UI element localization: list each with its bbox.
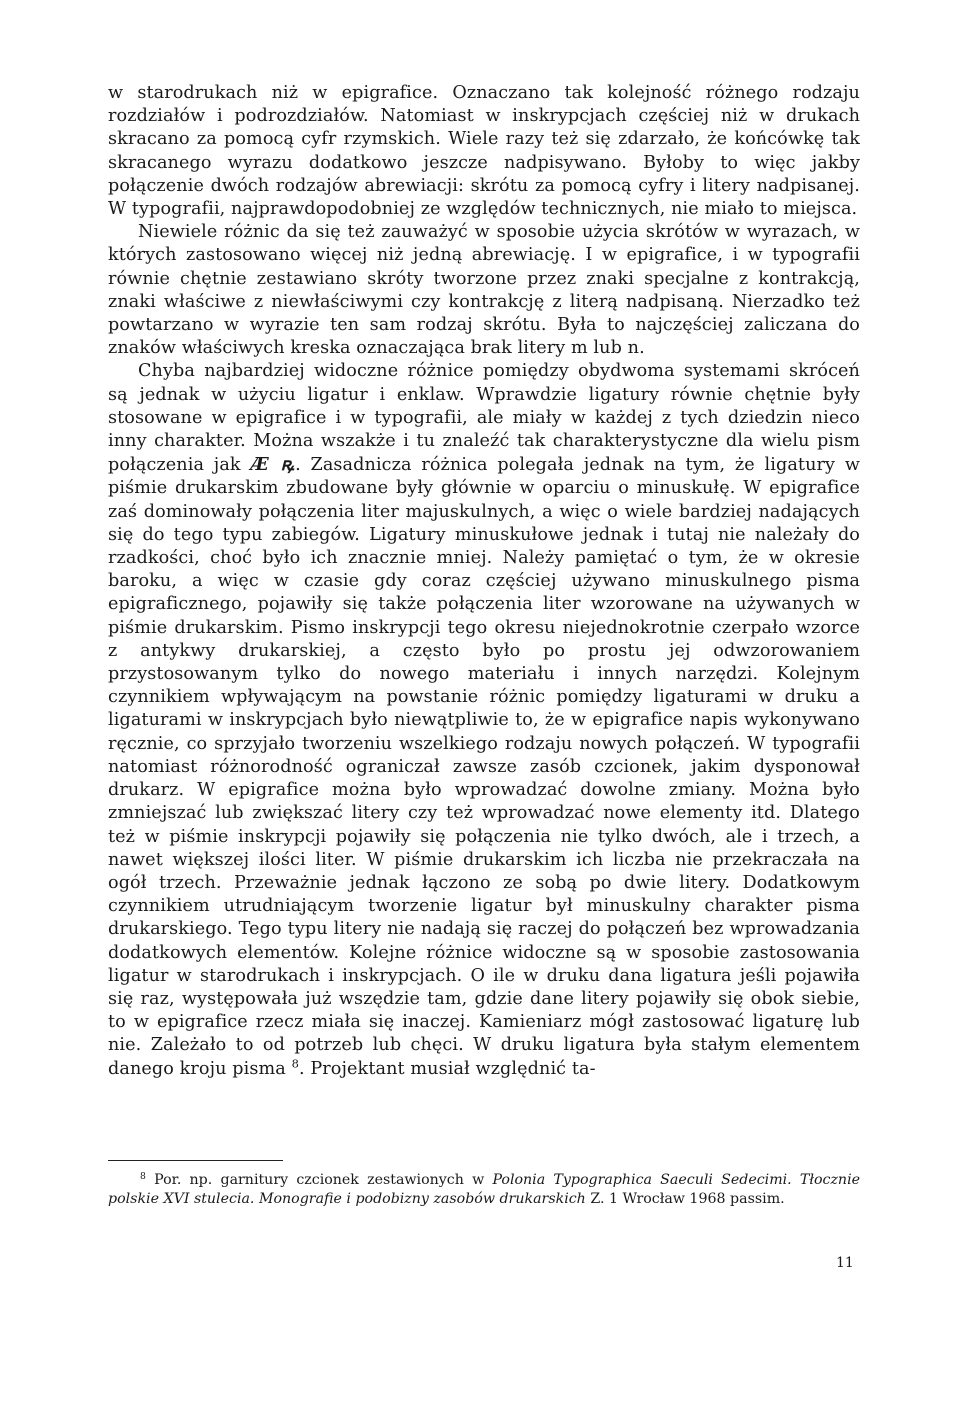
paragraph-3-text-b: . Zasadnicza różnica polegała jednak na tym, że ligatury w piśmie drukarskim zbudowane były głównie w oparciu o minuskułę. W epigrafice zaś dominowały połączenia liter majuskulnych, a więc o wiele bardziej nadających się do tego typu zabiegów. Ligatury minuskułowe jednak i tutaj nie należały do rzadkości, choć było ich znacznie mniej. Należy pamiętać o tym, że w okresie baroku, a więc w czasie gdy coraz częściej używano minuskulnego pisma epigraficznego, pojawiły się także połączenia liter wzorowane na używanych w piśmie drukarskim. Pismo inskrypcji tego okresu niejednokrotnie czerpało wzorce z antykwy drukarskiej, a często było po prostu jej odwzorowaniem przystosowanym tylko do nowego materiału i innych narzędzi. Kolejnym czynnikiem wpływającym na powstanie różnic pomiędzy ligaturami w druku a ligaturami w inskrypcjach było niewątpliwie to, że w epigrafice napis wykonywano ręcznie, co sprzyjało tworzeniu wszelkiego rodzaju nowych połączeń. W typografii natomiast różnorodność ograniczał zawsze zasób czcionek, jakim dysponował drukarz. W epigrafice można było wprowadzać dowolne zmiany. Można było zmniejszać lub zwiększać litery czy też wprowadzać nowe elementy itd. Dlatego też w piśmie inskrypcji pojawiły się połączenia nie tylko dwóch, ale i trzech, a nawet większej ilości liter. W piśmie drukarskim ich liczba nie przekraczała na ogół trzech. Przeważnie jednak łączono ze sobą po dwie litery. Dodatkowym czynnikiem utrudniającym tworzenie ligatur był minuskulny charakter pisma drukarskiego. Tego typu litery nie nadają się raczej do połączeń bez wprowadzania dodatkowych elementów. Kolejne różnice widoczne są w sposobie zastosowania ligatur w starodrukach i inskrypcjach. O ile w druku dana ligatura jeśli pojawiła się raz, występowała już wszędzie tam, gdzie dane litery pojawiły się obok siebie, to w epigrafice rzecz miała się inaczej. Kamieniarz mógł zastosować ligaturę lub nie. Zależało to od potrzeb lub chęci. W druku ligatura była stałym elementem danego kroju pisma [108,455,860,1079]
footnote-text-a: Por. np. garnitury czcionek zestawionych w [154,1172,485,1188]
paragraph-3 [108,360,860,1080]
footnote-text-b: Z. 1 Wrocław 1968 passim. [590,1190,785,1207]
page-number: 11 [836,1255,854,1271]
paragraph-1: w starodrukach niż w epigrafice. Oznaczano tak kolejność różnego rodzaju rozdziałów i podrozdziałów. Natomiast w inskrypcjach częściej niż w drukach skracano za pomocą cyfr rzymskich. Wiele razy też się zdarzało, że końcówkę tak skracanego wyrazu dodatkowo jeszcze nadpisywano. Byłoby to więc jakby połączenie dwóch rodzajów abrewiacji: skrótu za pomocą cyfry i litery nadpisanej. W typografii, najprawdopodobniej ze względów technicznych, nie miało to miejsca. [108,83,860,220]
paragraph-3-text-c: . Projektant musiał względnić ta- [298,1058,596,1079]
body-text [108,82,860,1081]
footnote-title: Polonia Typographica Saeculi Sedecimi. Tłocznie polskie XVI stulecia. Monografie i podobizny zasobów drukarskich [108,1172,860,1207]
paragraph-3-text-a: Chyba najbardziej widoczne różnice pomiędzy obydwoma systemami skróceń są jednak w użyciu ligatur i enklaw. Wprawdzie ligatury równie chętnie były stosowane w epigrafice i w typografii, ale miały w każdej z tych dziedzin nieco inny charakter. Można wszakże i tu znaleźć tak charakterystyczne dla wielu pism połączenia jak [108,361,860,476]
footnote-separator [108,1160,283,1161]
ligature-examples: Æ ꝶ [250,454,296,476]
paragraph-2: Niewiele różnic da się też zauważyć w sposobie użycia skrótów w wyrazach, w których zastosowano więcej niż jedną abrewiację. I w epigrafice, i w typografii równie chętnie zestawiano skróty tworzone przez znaki specjalne z kontrakcją, znaki właściwe z niewłaściwymi czy kontrakcję z literą nadpisaną. Nierzadko też powtarzano w wyrazie ten sam rodzaj skrótu. Była to najczęściej zaliczana do znaków właściwych kreska oznaczająca brak litery m lub n. [108,222,860,359]
footnote-reference: 8 [291,1056,299,1071]
footnote-marker: 8 [140,1170,146,1182]
footnote-8 [108,1171,860,1208]
